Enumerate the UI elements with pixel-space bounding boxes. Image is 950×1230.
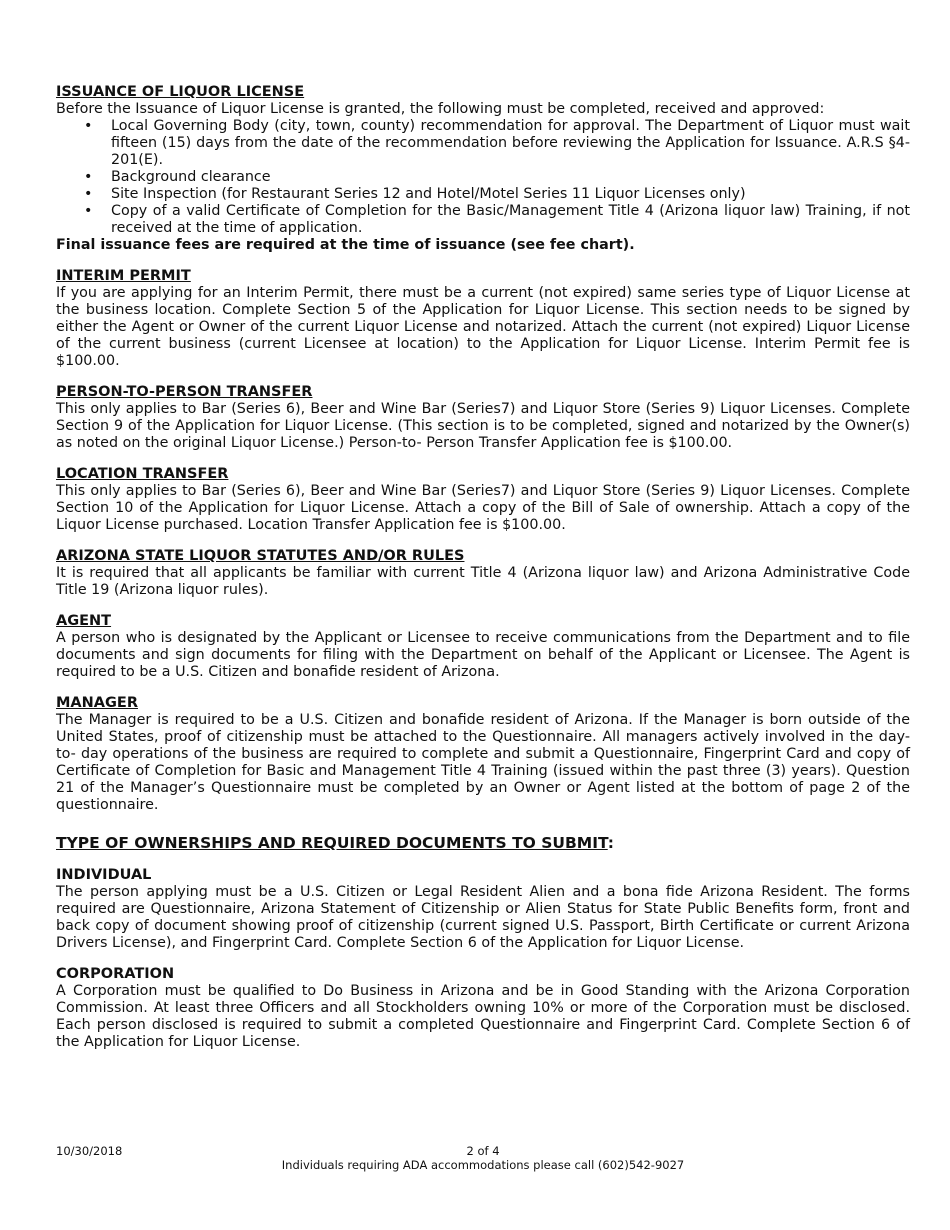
document-page [56, 84, 910, 1065]
individual-body: The person applying must be a U.S. Citizen or Legal Resident Alien and a bona fide Arizona Resident. The forms required are Questionnaire, Arizona Statement of Citizenship or Alien Status for State Public Benefits form, front and back copy of document showing proof of citizenship (current signed U.S. Passport, Birth Certificate or current Arizona Drivers License), and Fingerprint Card. Complete Section 6 of the Application for Liquor License. [56, 884, 910, 951]
individual-heading: INDIVIDUAL [56, 867, 152, 883]
location-heading: LOCATION TRANSFER [56, 466, 229, 482]
p2p-section [56, 384, 910, 452]
ownership-section [56, 834, 910, 853]
fees-note: Final issuance fees are required at the time of issuance (see fee chart). [56, 237, 635, 253]
location-section [56, 466, 910, 534]
individual-section [56, 867, 910, 952]
interim-section [56, 268, 910, 370]
footer-page-number: 2 of 4 [466, 1144, 500, 1158]
list-item: • Site Inspection (for Restaurant Series 12 and Hotel/Motel Series 11 Liquor Licenses only) [111, 186, 910, 203]
agent-heading: AGENT [56, 613, 112, 629]
list-item: • Background clearance [111, 169, 910, 186]
manager-section [56, 695, 910, 814]
manager-body: The Manager is required to be a U.S. Citizen and bonafide resident of Arizona. If the Manager is born outside of the United States, proof of citizenship must be attached to the Questionnaire. All managers actively involved in the day-to- day operations of the business are required to complete and submit a Questionnaire, Fingerprint Card and copy of Certificate of Completion for Basic and Management Title 4 Training (issued within the past three (3) years). Question 21 of the Manager’s Questionnaire must be completed by an Owner or Agent listed at the bottom of page 2 of the questionnaire. [56, 712, 910, 813]
p2p-body: This only applies to Bar (Series 6), Beer and Wine Bar (Series7) and Liquor Store (Series 9) Liquor Licenses. Complete Section 9 of the Application for Liquor License. (This section is to be completed, signed and notarized by the Owner(s) as noted on the original Liquor License.) Person-to- Person Transfer Application fee is $100.00. [56, 401, 910, 451]
issuance-heading: ISSUANCE OF LIQUOR LICENSE [56, 84, 305, 100]
ownership-heading: TYPE OF OWNERSHIPS AND REQUIRED DOCUMENTS TO SUBMIT [56, 834, 608, 852]
ownership-heading-line [56, 834, 910, 853]
interim-body: If you are applying for an Interim Permit, there must be a current (not expired) same series type of Liquor License at the business location. Complete Section 5 of the Application for Liquor License. This section needs to be signed by either the Agent or Owner of the current Liquor License and notarized. Attach the current (not expired) Liquor License of the current business (current Licensee at location) to the Application for Liquor License. Interim Permit fee is $100.00. [56, 285, 910, 369]
corporation-heading: CORPORATION [56, 966, 175, 982]
list-item: • Local Governing Body (city, town, county) recommendation for approval. The Department of Liquor must wait fifteen (15) days from the date of the recommendation before reviewing the Application for Issuance. A.R.S §4-201(E). [111, 118, 910, 169]
corporation-body: A Corporation must be qualified to Do Business in Arizona and be in Good Standing with the Arizona Corporation Commission. At least three Officers and all Stockholders owning 10% or more of the Corporation must be disclosed. Each person disclosed is required to submit a completed Questionnaire and Fingerprint Card. Complete Section 6 of the Application for Liquor License. [56, 983, 910, 1050]
issuance-requirements-list [56, 118, 910, 237]
statutes-heading: ARIZONA STATE LIQUOR STATUTES AND/OR RULES [56, 548, 465, 564]
statutes-section [56, 548, 910, 599]
footer-ada-notice: Individuals requiring ADA accommodations please call (602)542-9027 [281, 1158, 685, 1172]
p2p-heading: PERSON-TO-PERSON TRANSFER [56, 384, 313, 400]
ownership-colon: : [607, 834, 614, 852]
corporation-section [56, 966, 910, 1051]
manager-heading: MANAGER [56, 695, 138, 711]
list-item: • Copy of a valid Certificate of Completion for the Basic/Management Title 4 (Arizona liquor law) Training, if not received at the time of application. [111, 203, 910, 237]
statutes-body: It is required that all applicants be familiar with current Title 4 (Arizona liquor law) and Arizona Administrative Code Title 19 (Arizona liquor rules). [56, 565, 910, 598]
agent-section [56, 613, 910, 681]
agent-body: A person who is designated by the Applicant or Licensee to receive communications from the Department and to file documents and sign documents for filing with the Department on behalf of the Applicant or Licensee. The Agent is required to be a U.S. Citizen and bonafide resident of Arizona. [56, 630, 910, 680]
footer-date: 10/30/2018 [56, 1144, 123, 1158]
issuance-intro: Before the Issuance of Liquor License is granted, the following must be completed, received and approved: [56, 101, 825, 117]
interim-heading: INTERIM PERMIT [56, 268, 191, 284]
location-body: This only applies to Bar (Series 6), Beer and Wine Bar (Series7) and Liquor Store (Series 9) Liquor Licenses. Complete Section 10 of the Application for Liquor License. Attach a copy of the Bill of Sale of ownership. Attach a copy of the Liquor License purchased. Location Transfer Application fee is $100.00. [56, 483, 910, 533]
issuance-section [56, 84, 910, 254]
